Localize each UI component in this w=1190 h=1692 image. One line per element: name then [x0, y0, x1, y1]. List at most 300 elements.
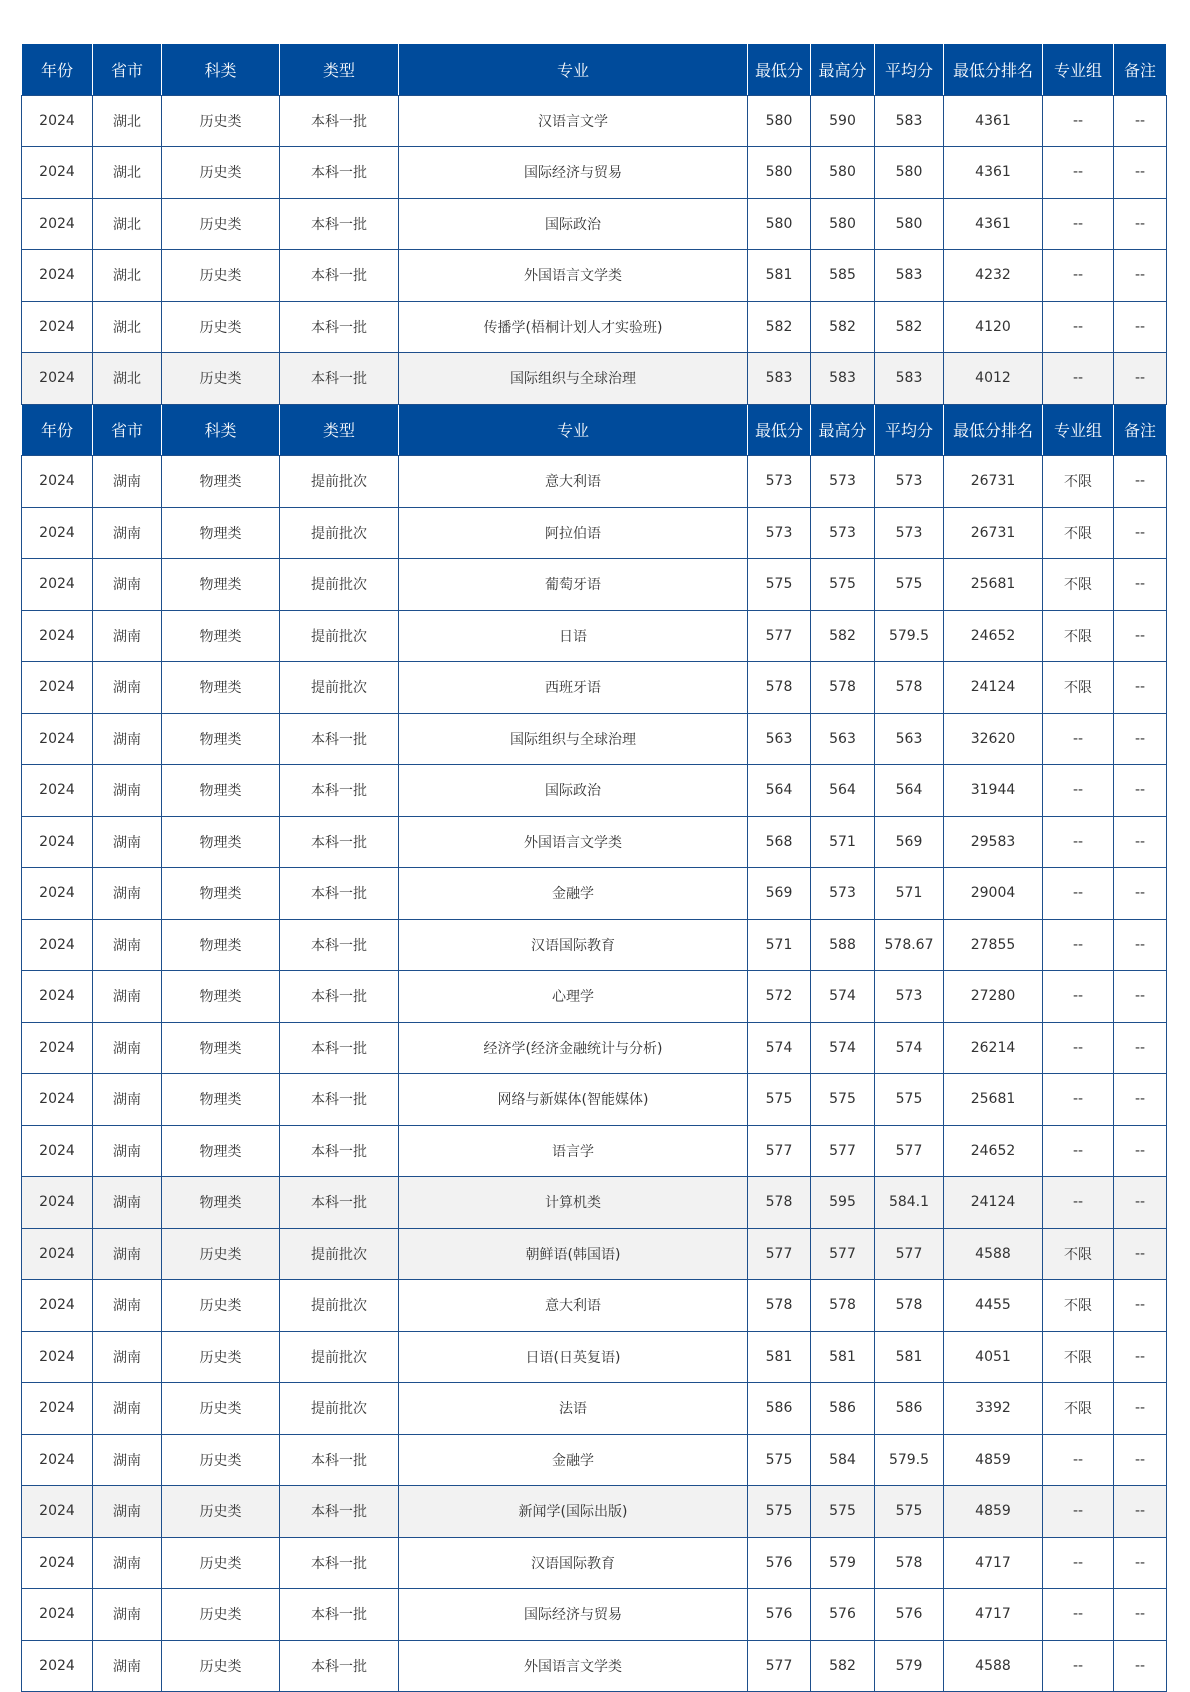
cell-avg-score: 577	[875, 1228, 944, 1280]
cell-max-score: 574	[811, 971, 875, 1023]
cell-major-group: 不限	[1043, 507, 1114, 559]
cell-min-score: 586	[748, 1383, 811, 1435]
cell-avg-score: 576	[875, 1589, 944, 1641]
cell-major: 外国语言文学类	[399, 250, 748, 302]
table-row	[22, 919, 1167, 971]
cell-batch: 本科一批	[280, 1074, 399, 1126]
cell-batch: 本科一批	[280, 1486, 399, 1538]
cell-major: 意大利语	[399, 1280, 748, 1332]
cell-avg-score: 573	[875, 507, 944, 559]
cell-avg-score: 586	[875, 1383, 944, 1435]
cell-note: --	[1114, 1589, 1167, 1641]
cell-max-score: 574	[811, 1022, 875, 1074]
cell-max-score: 563	[811, 713, 875, 765]
cell-year: 2024	[22, 353, 93, 405]
cell-major: 国际组织与全球治理	[399, 713, 748, 765]
cell-province: 湖南	[93, 1177, 162, 1229]
cell-max-score: 578	[811, 662, 875, 714]
cell-min-score: 573	[748, 507, 811, 559]
cell-year: 2024	[22, 610, 93, 662]
table-row	[22, 971, 1167, 1023]
table-row	[22, 868, 1167, 920]
cell-note: --	[1114, 353, 1167, 405]
cell-major-group: --	[1043, 1589, 1114, 1641]
header-min-score: 最低分	[748, 404, 811, 456]
cell-avg-score: 575	[875, 559, 944, 611]
cell-min-score: 580	[748, 198, 811, 250]
table-row	[22, 250, 1167, 302]
cell-avg-score: 569	[875, 816, 944, 868]
cell-batch: 本科一批	[280, 353, 399, 405]
cell-subject: 物理类	[162, 713, 280, 765]
cell-note: --	[1114, 816, 1167, 868]
cell-subject: 物理类	[162, 610, 280, 662]
cell-min-score: 569	[748, 868, 811, 920]
cell-province: 湖南	[93, 919, 162, 971]
cell-batch: 本科一批	[280, 1177, 399, 1229]
cell-year: 2024	[22, 1589, 93, 1641]
cell-min-score: 577	[748, 610, 811, 662]
cell-note: --	[1114, 1640, 1167, 1692]
cell-batch: 提前批次	[280, 1228, 399, 1280]
cell-subject: 历史类	[162, 147, 280, 199]
cell-min-rank: 24652	[944, 1125, 1043, 1177]
cell-min-score: 572	[748, 971, 811, 1023]
cell-avg-score: 563	[875, 713, 944, 765]
cell-year: 2024	[22, 1022, 93, 1074]
table-row	[22, 1280, 1167, 1332]
cell-batch: 本科一批	[280, 971, 399, 1023]
cell-max-score: 577	[811, 1125, 875, 1177]
cell-min-score: 576	[748, 1589, 811, 1641]
table-row	[22, 301, 1167, 353]
cell-max-score: 585	[811, 250, 875, 302]
header-major: 专业	[399, 404, 748, 456]
cell-batch: 本科一批	[280, 919, 399, 971]
cell-note: --	[1114, 301, 1167, 353]
cell-avg-score: 579	[875, 1640, 944, 1692]
cell-avg-score: 579.5	[875, 1434, 944, 1486]
cell-avg-score: 574	[875, 1022, 944, 1074]
cell-batch: 提前批次	[280, 662, 399, 714]
cell-subject: 物理类	[162, 816, 280, 868]
cell-province: 湖北	[93, 353, 162, 405]
header-province: 省市	[93, 404, 162, 456]
cell-note: --	[1114, 1537, 1167, 1589]
cell-province: 湖南	[93, 816, 162, 868]
header-subject: 科类	[162, 404, 280, 456]
cell-max-score: 583	[811, 353, 875, 405]
cell-min-rank: 4012	[944, 353, 1043, 405]
cell-min-rank: 3392	[944, 1383, 1043, 1435]
cell-major-group: --	[1043, 1125, 1114, 1177]
cell-year: 2024	[22, 147, 93, 199]
cell-min-rank: 4717	[944, 1589, 1043, 1641]
cell-min-rank: 31944	[944, 765, 1043, 817]
cell-min-rank: 4051	[944, 1331, 1043, 1383]
cell-max-score: 577	[811, 1228, 875, 1280]
cell-avg-score: 578	[875, 662, 944, 714]
cell-note: --	[1114, 250, 1167, 302]
cell-min-score: 577	[748, 1228, 811, 1280]
cell-subject: 历史类	[162, 1228, 280, 1280]
table-row	[22, 1589, 1167, 1641]
cell-avg-score: 575	[875, 1074, 944, 1126]
cell-min-score: 575	[748, 1486, 811, 1538]
cell-subject: 物理类	[162, 919, 280, 971]
cell-min-rank: 27855	[944, 919, 1043, 971]
cell-subject: 物理类	[162, 1125, 280, 1177]
cell-year: 2024	[22, 1228, 93, 1280]
cell-avg-score: 583	[875, 353, 944, 405]
cell-max-score: 575	[811, 559, 875, 611]
cell-batch: 本科一批	[280, 868, 399, 920]
cell-min-rank: 4859	[944, 1434, 1043, 1486]
cell-batch: 本科一批	[280, 713, 399, 765]
cell-major: 外国语言文学类	[399, 1640, 748, 1692]
cell-batch: 本科一批	[280, 765, 399, 817]
cell-min-rank: 4455	[944, 1280, 1043, 1332]
cell-avg-score: 575	[875, 1486, 944, 1538]
cell-major: 网络与新媒体(智能媒体)	[399, 1074, 748, 1126]
cell-batch: 提前批次	[280, 1280, 399, 1332]
cell-min-rank: 25681	[944, 559, 1043, 611]
cell-major: 外国语言文学类	[399, 816, 748, 868]
cell-subject: 物理类	[162, 971, 280, 1023]
cell-major: 心理学	[399, 971, 748, 1023]
header-major: 专业	[399, 44, 748, 96]
cell-year: 2024	[22, 1280, 93, 1332]
cell-year: 2024	[22, 765, 93, 817]
cell-year: 2024	[22, 301, 93, 353]
cell-max-score: 575	[811, 1074, 875, 1126]
cell-major: 西班牙语	[399, 662, 748, 714]
table-row	[22, 198, 1167, 250]
cell-major: 新闻学(国际出版)	[399, 1486, 748, 1538]
cell-subject: 物理类	[162, 765, 280, 817]
cell-year: 2024	[22, 662, 93, 714]
header-min-rank: 最低分排名	[944, 44, 1043, 96]
cell-avg-score: 571	[875, 868, 944, 920]
cell-year: 2024	[22, 1537, 93, 1589]
cell-note: --	[1114, 1486, 1167, 1538]
cell-batch: 提前批次	[280, 559, 399, 611]
cell-province: 湖北	[93, 301, 162, 353]
cell-major-group: --	[1043, 868, 1114, 920]
cell-major-group: --	[1043, 198, 1114, 250]
cell-avg-score: 582	[875, 301, 944, 353]
cell-max-score: 581	[811, 1331, 875, 1383]
header-major-group: 专业组	[1043, 44, 1114, 96]
cell-min-rank: 4361	[944, 198, 1043, 250]
cell-major-group: 不限	[1043, 559, 1114, 611]
cell-major-group: 不限	[1043, 456, 1114, 508]
cell-note: --	[1114, 147, 1167, 199]
cell-min-score: 583	[748, 353, 811, 405]
cell-year: 2024	[22, 971, 93, 1023]
cell-note: --	[1114, 95, 1167, 147]
cell-note: --	[1114, 1280, 1167, 1332]
cell-province: 湖南	[93, 610, 162, 662]
cell-min-rank: 4717	[944, 1537, 1043, 1589]
cell-province: 湖南	[93, 1022, 162, 1074]
cell-batch: 本科一批	[280, 198, 399, 250]
cell-max-score: 573	[811, 507, 875, 559]
cell-major: 国际政治	[399, 765, 748, 817]
cell-major: 汉语国际教育	[399, 919, 748, 971]
cell-avg-score: 578	[875, 1280, 944, 1332]
cell-subject: 历史类	[162, 1280, 280, 1332]
cell-major: 法语	[399, 1383, 748, 1435]
cell-max-score: 571	[811, 816, 875, 868]
cell-major-group: --	[1043, 95, 1114, 147]
cell-province: 湖南	[93, 1640, 162, 1692]
cell-min-score: 578	[748, 1280, 811, 1332]
cell-province: 湖南	[93, 662, 162, 714]
cell-min-rank: 4588	[944, 1640, 1043, 1692]
cell-min-rank: 24124	[944, 1177, 1043, 1229]
header-batch: 类型	[280, 404, 399, 456]
cell-min-score: 575	[748, 559, 811, 611]
header-note: 备注	[1114, 44, 1167, 96]
cell-year: 2024	[22, 1177, 93, 1229]
cell-major: 国际组织与全球治理	[399, 353, 748, 405]
cell-min-rank: 29004	[944, 868, 1043, 920]
table-row	[22, 147, 1167, 199]
cell-min-score: 577	[748, 1125, 811, 1177]
cell-note: --	[1114, 559, 1167, 611]
cell-avg-score: 580	[875, 147, 944, 199]
cell-min-score: 580	[748, 95, 811, 147]
table-row	[22, 1486, 1167, 1538]
cell-min-rank: 26731	[944, 507, 1043, 559]
cell-avg-score: 579.5	[875, 610, 944, 662]
cell-major-group: --	[1043, 1537, 1114, 1589]
cell-batch: 本科一批	[280, 1434, 399, 1486]
cell-min-rank: 24124	[944, 662, 1043, 714]
cell-major: 金融学	[399, 868, 748, 920]
cell-min-score: 564	[748, 765, 811, 817]
cell-major: 日语(日英复语)	[399, 1331, 748, 1383]
cell-min-rank: 24652	[944, 610, 1043, 662]
cell-batch: 本科一批	[280, 1640, 399, 1692]
header-min-rank: 最低分排名	[944, 404, 1043, 456]
cell-subject: 物理类	[162, 507, 280, 559]
cell-year: 2024	[22, 250, 93, 302]
cell-year: 2024	[22, 713, 93, 765]
cell-subject: 历史类	[162, 301, 280, 353]
cell-major-group: --	[1043, 353, 1114, 405]
cell-major: 国际经济与贸易	[399, 1589, 748, 1641]
cell-year: 2024	[22, 1486, 93, 1538]
cell-avg-score: 584.1	[875, 1177, 944, 1229]
header-province: 省市	[93, 44, 162, 96]
cell-note: --	[1114, 713, 1167, 765]
cell-major-group: --	[1043, 301, 1114, 353]
cell-batch: 本科一批	[280, 1589, 399, 1641]
cell-major-group: --	[1043, 250, 1114, 302]
table-row	[22, 713, 1167, 765]
cell-province: 湖南	[93, 1434, 162, 1486]
cell-note: --	[1114, 456, 1167, 508]
table-row	[22, 95, 1167, 147]
cell-min-rank: 4361	[944, 95, 1043, 147]
cell-province: 湖南	[93, 1125, 162, 1177]
cell-min-score: 576	[748, 1537, 811, 1589]
cell-note: --	[1114, 765, 1167, 817]
cell-avg-score: 583	[875, 250, 944, 302]
cell-major: 意大利语	[399, 456, 748, 508]
cell-note: --	[1114, 1022, 1167, 1074]
cell-batch: 提前批次	[280, 610, 399, 662]
cell-max-score: 578	[811, 1280, 875, 1332]
cell-major: 汉语言文学	[399, 95, 748, 147]
cell-major: 传播学(梧桐计划人才实验班)	[399, 301, 748, 353]
cell-max-score: 580	[811, 147, 875, 199]
cell-major: 阿拉伯语	[399, 507, 748, 559]
cell-min-score: 575	[748, 1434, 811, 1486]
cell-batch: 本科一批	[280, 301, 399, 353]
cell-subject: 历史类	[162, 1434, 280, 1486]
cell-min-rank: 26731	[944, 456, 1043, 508]
table-row	[22, 1022, 1167, 1074]
cell-year: 2024	[22, 559, 93, 611]
cell-note: --	[1114, 868, 1167, 920]
table-row	[22, 1228, 1167, 1280]
cell-batch: 本科一批	[280, 1125, 399, 1177]
header-max-score: 最高分	[811, 44, 875, 96]
cell-avg-score: 573	[875, 971, 944, 1023]
cell-subject: 历史类	[162, 1589, 280, 1641]
cell-min-score: 578	[748, 662, 811, 714]
cell-min-score: 577	[748, 1640, 811, 1692]
header-avg-score: 平均分	[875, 404, 944, 456]
cell-province: 湖南	[93, 1589, 162, 1641]
cell-note: --	[1114, 1074, 1167, 1126]
cell-province: 湖南	[93, 1331, 162, 1383]
cell-subject: 历史类	[162, 1640, 280, 1692]
cell-province: 湖北	[93, 250, 162, 302]
header-batch: 类型	[280, 44, 399, 96]
header-note: 备注	[1114, 404, 1167, 456]
cell-subject: 历史类	[162, 250, 280, 302]
cell-subject: 物理类	[162, 456, 280, 508]
table-row	[22, 1074, 1167, 1126]
cell-note: --	[1114, 1383, 1167, 1435]
cell-province: 湖南	[93, 1074, 162, 1126]
cell-min-score: 581	[748, 250, 811, 302]
cell-note: --	[1114, 662, 1167, 714]
cell-major-group: --	[1043, 713, 1114, 765]
cell-max-score: 564	[811, 765, 875, 817]
header-year: 年份	[22, 44, 93, 96]
cell-year: 2024	[22, 1125, 93, 1177]
cell-major-group: --	[1043, 971, 1114, 1023]
cell-max-score: 573	[811, 868, 875, 920]
cell-province: 湖南	[93, 1537, 162, 1589]
cell-max-score: 584	[811, 1434, 875, 1486]
header-min-score: 最低分	[748, 44, 811, 96]
cell-max-score: 586	[811, 1383, 875, 1435]
cell-major-group: 不限	[1043, 1383, 1114, 1435]
cell-year: 2024	[22, 816, 93, 868]
cell-year: 2024	[22, 1074, 93, 1126]
cell-batch: 本科一批	[280, 147, 399, 199]
cell-note: --	[1114, 1434, 1167, 1486]
table-row	[22, 816, 1167, 868]
cell-min-rank: 32620	[944, 713, 1043, 765]
cell-min-score: 581	[748, 1331, 811, 1383]
cell-min-rank: 4232	[944, 250, 1043, 302]
cell-min-rank: 4859	[944, 1486, 1043, 1538]
cell-max-score: 582	[811, 610, 875, 662]
cell-major: 国际经济与贸易	[399, 147, 748, 199]
cell-batch: 本科一批	[280, 95, 399, 147]
cell-province: 湖南	[93, 971, 162, 1023]
cell-batch: 提前批次	[280, 1383, 399, 1435]
cell-year: 2024	[22, 1640, 93, 1692]
cell-year: 2024	[22, 456, 93, 508]
cell-max-score: 595	[811, 1177, 875, 1229]
cell-province: 湖南	[93, 1228, 162, 1280]
cell-note: --	[1114, 1125, 1167, 1177]
table-row	[22, 1434, 1167, 1486]
cell-min-rank: 25681	[944, 1074, 1043, 1126]
cell-note: --	[1114, 1177, 1167, 1229]
table-row	[22, 559, 1167, 611]
header-max-score: 最高分	[811, 404, 875, 456]
table-row	[22, 456, 1167, 508]
header-row	[22, 404, 1167, 456]
cell-major-group: 不限	[1043, 1228, 1114, 1280]
table-row	[22, 507, 1167, 559]
header-avg-score: 平均分	[875, 44, 944, 96]
cell-province: 湖南	[93, 456, 162, 508]
cell-major-group: 不限	[1043, 1331, 1114, 1383]
cell-major-group: --	[1043, 919, 1114, 971]
cell-batch: 本科一批	[280, 1537, 399, 1589]
cell-subject: 物理类	[162, 1177, 280, 1229]
cell-avg-score: 580	[875, 198, 944, 250]
cell-min-rank: 26214	[944, 1022, 1043, 1074]
cell-max-score: 590	[811, 95, 875, 147]
cell-major: 日语	[399, 610, 748, 662]
cell-batch: 提前批次	[280, 1331, 399, 1383]
table-row	[22, 1640, 1167, 1692]
cell-major-group: --	[1043, 1640, 1114, 1692]
cell-max-score: 575	[811, 1486, 875, 1538]
cell-avg-score: 583	[875, 95, 944, 147]
cell-major: 朝鲜语(韩国语)	[399, 1228, 748, 1280]
table-row	[22, 1383, 1167, 1435]
header-year: 年份	[22, 404, 93, 456]
cell-province: 湖北	[93, 95, 162, 147]
cell-year: 2024	[22, 198, 93, 250]
cell-major-group: --	[1043, 816, 1114, 868]
cell-note: --	[1114, 507, 1167, 559]
cell-province: 湖南	[93, 713, 162, 765]
cell-batch: 本科一批	[280, 816, 399, 868]
cell-province: 湖北	[93, 198, 162, 250]
cell-major-group: 不限	[1043, 1280, 1114, 1332]
table-row	[22, 1125, 1167, 1177]
table-row	[22, 765, 1167, 817]
cell-avg-score: 564	[875, 765, 944, 817]
cell-subject: 历史类	[162, 1331, 280, 1383]
cell-year: 2024	[22, 1383, 93, 1435]
cell-avg-score: 573	[875, 456, 944, 508]
cell-note: --	[1114, 1228, 1167, 1280]
